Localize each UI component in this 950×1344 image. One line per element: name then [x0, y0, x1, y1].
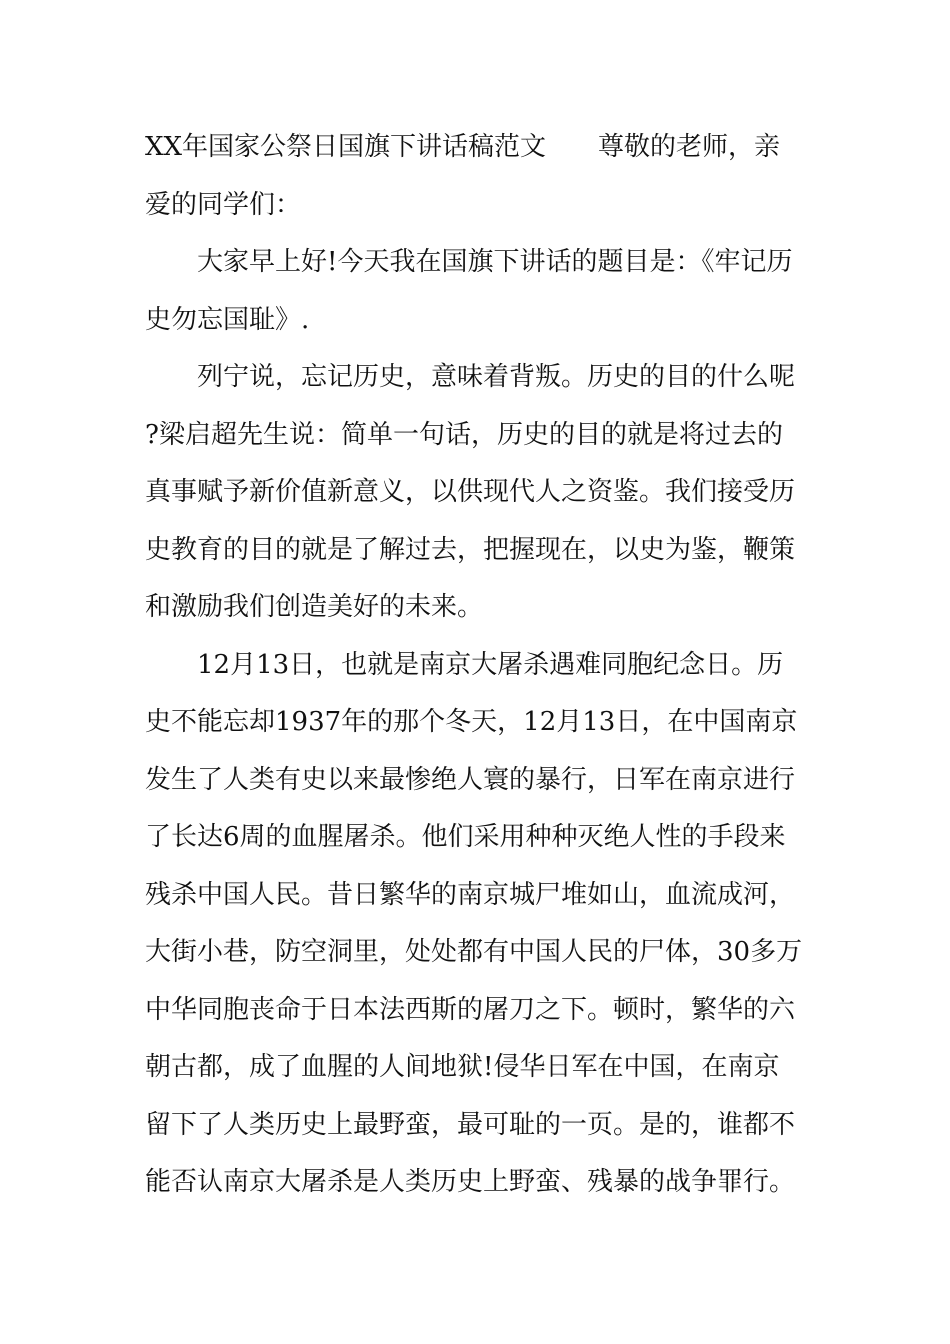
paragraph-greeting: 大家早上好!今天我在国旗下讲话的题目是：《牢记历史勿忘国耻》.	[145, 247, 793, 335]
paragraph-lenin-quote: 列宁说，忘记历史，意味着背叛。历史的目的什么呢?梁启超先生说：简单一句话，历史的目的就是将过去的真事赋予新价值新意义，以供现代人之资鉴。我们接受历史教育的目的就是了解过去，把握现在，以史为鉴，鞭策和激励我们创造美好的未来。	[145, 362, 796, 622]
salutation: 尊敬的老师，亲爱的同学们：	[145, 132, 781, 220]
document-title: XX年国家公祭日国旗下讲话稿范文	[145, 132, 547, 162]
paragraph-nanjing-massacre: 12月13日，也就是南京大屠杀遇难同胞纪念日。历史不能忘却1937年的那个冬天，12月13日，在中国南京发生了人类有史以来最惨绝人寰的暴行，日军在南京进行了长达6周的血腥屠杀。他们采用种种灭绝人性的手段来残杀中国人民。昔日繁华的南京城尸堆如山，血流成河，大街小巷，防空洞里，处处都有中国人民的尸体，30多万中华同胞丧命于日本法西斯的屠刀之下。顿时，繁华的六朝古都，成了血腥的人间地狱!侵华日军在中国，在南京留下了人类历史上最野蛮，最可耻的一页。是的，谁都不能否认南京大屠杀是人类历史上野蛮、残暴的战争罪行。	[145, 649, 803, 1197]
title-and-salutation	[145, 119, 805, 234]
document-body	[145, 119, 805, 1212]
